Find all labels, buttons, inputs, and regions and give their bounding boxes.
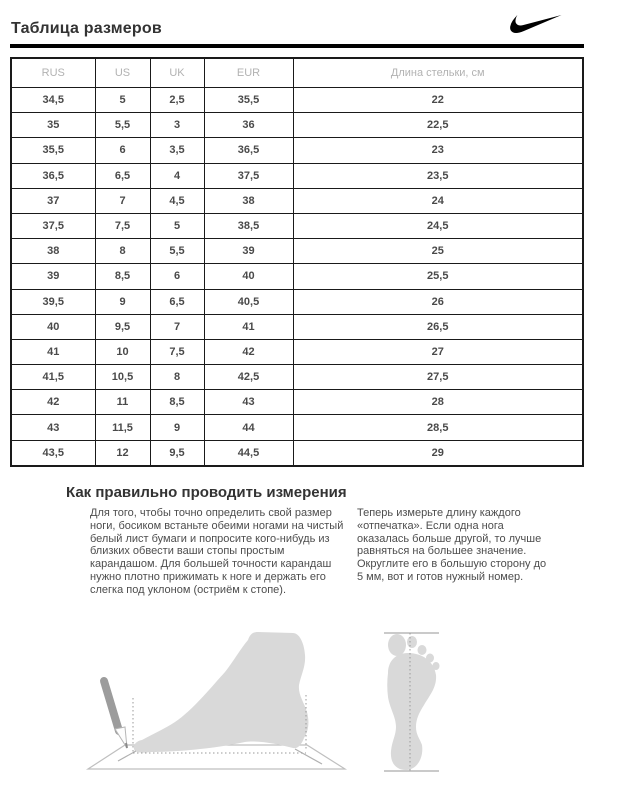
- table-cell: 36: [204, 113, 293, 138]
- table-cell: 23: [293, 138, 583, 163]
- table-cell: 35,5: [204, 88, 293, 113]
- column-header: EUR: [204, 58, 293, 88]
- table-cell: 3: [150, 113, 204, 138]
- table-cell: 26,5: [293, 314, 583, 339]
- size-table-body: [11, 88, 583, 466]
- table-cell: 41,5: [11, 365, 95, 390]
- table-row: [11, 390, 583, 415]
- table-cell: 5,5: [95, 113, 150, 138]
- table-cell: 43: [11, 415, 95, 440]
- table-cell: 6: [95, 138, 150, 163]
- toe-5-shape: [433, 662, 440, 670]
- table-cell: 5,5: [150, 239, 204, 264]
- table-row: [11, 264, 583, 289]
- table-cell: 7: [95, 188, 150, 213]
- table-cell: 3,5: [150, 138, 204, 163]
- table-cell: 11: [95, 390, 150, 415]
- table-row: [11, 138, 583, 163]
- table-cell: 10,5: [95, 365, 150, 390]
- measurement-guide-paragraph-left: Для того, чтобы точно определить свой размер ноги, босиком встаньте обеими ногами на чистый белый лист бумаги и попросите кого-нибудь из близких обвести ваши стопы простым карандашом. Для большей точности карандаш нужно плотно прижимать к ноге и держать его слегка под уклоном (остриём к стопе).: [90, 507, 344, 596]
- nike-swoosh-icon: [505, 12, 567, 36]
- table-cell: 29: [293, 440, 583, 466]
- table-cell: 37,5: [11, 213, 95, 238]
- table-row: [11, 339, 583, 364]
- table-row: [11, 415, 583, 440]
- table-cell: 40,5: [204, 289, 293, 314]
- footprint-shape: [387, 653, 436, 770]
- toe-3-shape: [418, 645, 427, 655]
- table-cell: 39: [204, 239, 293, 264]
- table-row: [11, 113, 583, 138]
- footprint-illustration: [366, 623, 458, 775]
- toe-4-shape: [426, 654, 434, 663]
- table-cell: 40: [11, 314, 95, 339]
- table-row: [11, 440, 583, 466]
- table-row: [11, 213, 583, 238]
- table-cell: 37: [11, 188, 95, 213]
- table-cell: 5: [150, 213, 204, 238]
- table-header-row: [11, 58, 583, 88]
- table-cell: 7: [150, 314, 204, 339]
- column-header: UK: [150, 58, 204, 88]
- table-cell: 34,5: [11, 88, 95, 113]
- table-cell: 40: [204, 264, 293, 289]
- measurement-guide-paragraph-right: Теперь измерьте длину каждого «отпечатка». Если одна нога оказалась больше другой, то лучше равняться на большее значение. Округлите его в большую сторону до 5 мм, вот и готов нужный номер.: [357, 507, 547, 583]
- table-cell: 38: [11, 239, 95, 264]
- column-header: RUS: [11, 58, 95, 88]
- table-cell: 10: [95, 339, 150, 364]
- table-cell: 6,5: [95, 163, 150, 188]
- table-cell: 2,5: [150, 88, 204, 113]
- size-table: [10, 57, 584, 467]
- table-cell: 8,5: [95, 264, 150, 289]
- column-header: Длина стельки, см: [293, 58, 583, 88]
- table-row: [11, 163, 583, 188]
- table-cell: 23,5: [293, 163, 583, 188]
- table-cell: 4: [150, 163, 204, 188]
- table-cell: 41: [11, 339, 95, 364]
- table-cell: 8,5: [150, 390, 204, 415]
- table-row: [11, 239, 583, 264]
- table-cell: 7,5: [95, 213, 150, 238]
- table-row: [11, 314, 583, 339]
- table-cell: 22: [293, 88, 583, 113]
- table-cell: 28: [293, 390, 583, 415]
- table-cell: 9: [95, 289, 150, 314]
- paper-sheet-shape: [88, 745, 345, 769]
- table-cell: 4,5: [150, 188, 204, 213]
- table-cell: 25: [293, 239, 583, 264]
- table-cell: 36,5: [11, 163, 95, 188]
- table-cell: 8: [150, 365, 204, 390]
- size-table-header: [11, 58, 583, 88]
- page-title: Таблица размеров: [11, 20, 162, 37]
- pencil-icon: [104, 681, 119, 731]
- table-cell: 7,5: [150, 339, 204, 364]
- table-cell: 28,5: [293, 415, 583, 440]
- column-header: US: [95, 58, 150, 88]
- table-cell: 42: [11, 390, 95, 415]
- table-cell: 9,5: [150, 440, 204, 466]
- table-cell: 5: [95, 88, 150, 113]
- table-cell: 38: [204, 188, 293, 213]
- table-row: [11, 88, 583, 113]
- table-cell: 42,5: [204, 365, 293, 390]
- big-toe-shape: [388, 634, 406, 656]
- table-cell: 27,5: [293, 365, 583, 390]
- table-cell: 38,5: [204, 213, 293, 238]
- table-cell: 41: [204, 314, 293, 339]
- table-cell: 39: [11, 264, 95, 289]
- pencil-graphite-shape: [126, 743, 127, 748]
- table-cell: 8: [95, 239, 150, 264]
- table-cell: 9: [150, 415, 204, 440]
- table-cell: 36,5: [204, 138, 293, 163]
- pencil-tip-shape: [115, 727, 127, 748]
- table-cell: 27: [293, 339, 583, 364]
- table-cell: 43: [204, 390, 293, 415]
- table-cell: 35: [11, 113, 95, 138]
- table-cell: 43,5: [11, 440, 95, 466]
- table-row: [11, 289, 583, 314]
- table-cell: 44,5: [204, 440, 293, 466]
- measurement-guide-heading: Как правильно проводить измерения: [66, 484, 347, 501]
- table-cell: 37,5: [204, 163, 293, 188]
- table-cell: 44: [204, 415, 293, 440]
- table-cell: 24: [293, 188, 583, 213]
- table-cell: 6,5: [150, 289, 204, 314]
- table-cell: 39,5: [11, 289, 95, 314]
- table-row: [11, 365, 583, 390]
- table-cell: 24,5: [293, 213, 583, 238]
- table-row: [11, 188, 583, 213]
- table-cell: 12: [95, 440, 150, 466]
- title-divider-rule: [10, 44, 584, 48]
- table-cell: 6: [150, 264, 204, 289]
- table-cell: 26: [293, 289, 583, 314]
- table-cell: 9,5: [95, 314, 150, 339]
- table-cell: 11,5: [95, 415, 150, 440]
- toe-2-shape: [407, 636, 417, 648]
- table-cell: 42: [204, 339, 293, 364]
- foot-tracing-illustration: [78, 620, 350, 792]
- foot-silhouette-shape: [134, 632, 309, 753]
- table-cell: 35,5: [11, 138, 95, 163]
- table-cell: 25,5: [293, 264, 583, 289]
- table-cell: 22,5: [293, 113, 583, 138]
